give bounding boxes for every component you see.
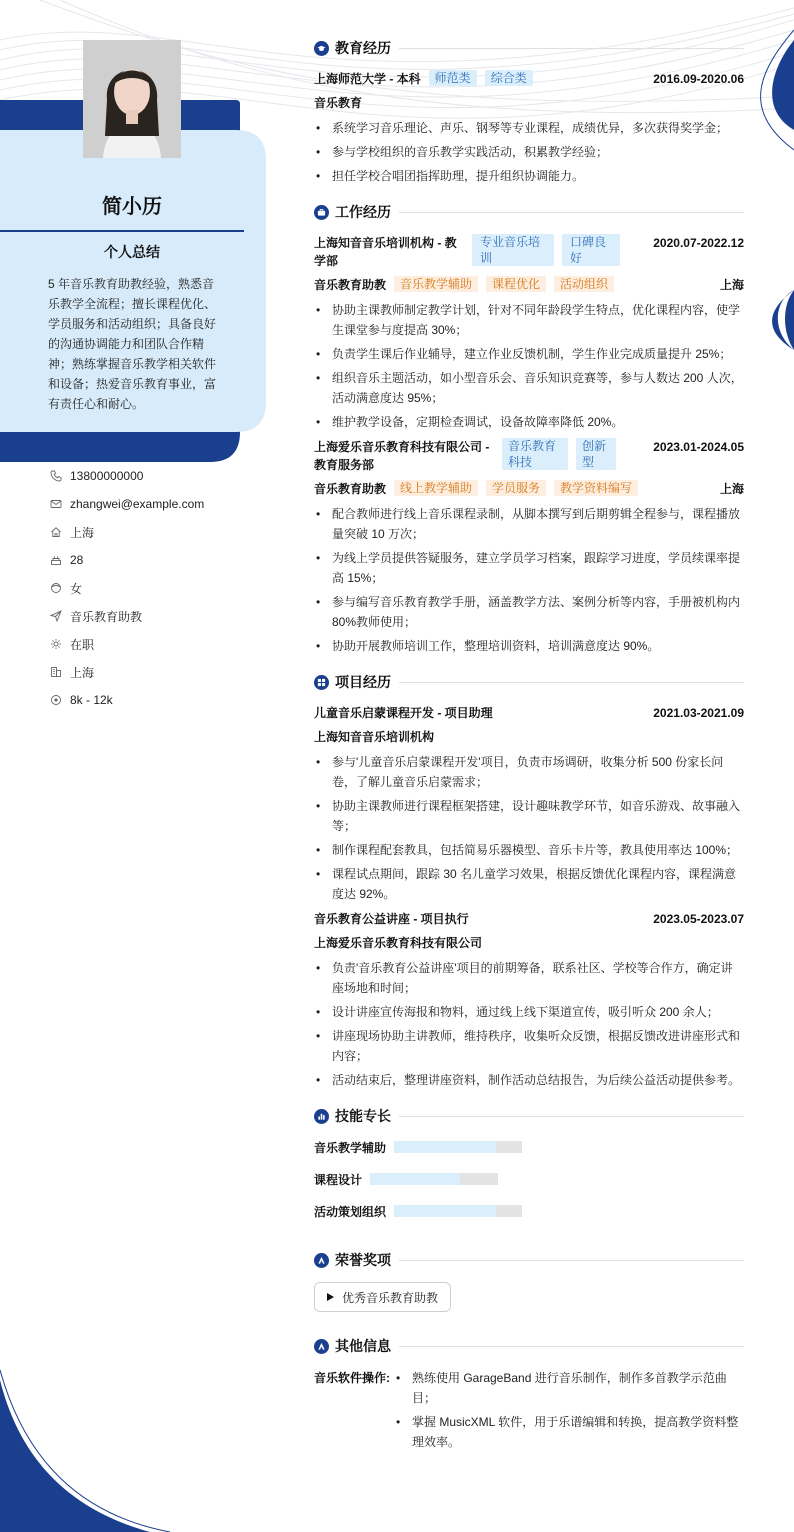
info-salary	[50, 686, 270, 714]
job-bullets	[314, 504, 744, 656]
other-title: 其他信息	[335, 1338, 391, 1354]
job-location: 上海	[719, 278, 744, 292]
skill-bar	[394, 1141, 522, 1153]
projects-section	[314, 670, 744, 1090]
education-section	[314, 36, 744, 186]
send-icon	[50, 610, 62, 622]
project-bullets	[314, 752, 744, 904]
section-divider	[399, 1260, 744, 1261]
list-item: • 负责'音乐教育公益讲座'项目的前期筹备，联系社区、学校等合作方，确定讲座场地和时间；	[314, 958, 744, 998]
home-icon	[50, 526, 62, 538]
skill-name: 音乐教学辅助	[314, 1140, 387, 1155]
gender-icon	[50, 582, 62, 594]
job-entry	[314, 234, 744, 432]
list-item: • 设计讲座宣传海报和物料，通过线上线下渠道宣传，吸引听众 200 余人；	[314, 1002, 744, 1022]
summary-text: 5 年音乐教育助教经验，熟悉音乐教学全流程；擅长课程优化、学员服务和活动组织；具备良好的沟通协调能力和团队合作精神；熟练掌握音乐教学相关软件和设备；热爱音乐教育事业，富有责任心和耐心。	[48, 277, 217, 411]
job-bullets	[314, 300, 744, 432]
skill-tag: 课程优化	[486, 276, 546, 292]
info-email-value: zhangwei@example.com	[70, 497, 205, 511]
info-gender	[50, 574, 270, 602]
info-position-value: 音乐教育助教	[70, 609, 143, 624]
awards-header	[314, 1248, 744, 1272]
skill-fill	[394, 1205, 496, 1217]
skill-item	[314, 1170, 536, 1188]
education-date: 2016.09-2020.06	[653, 72, 744, 86]
skill-tag: 活动组织	[554, 276, 614, 292]
job-location: 上海	[719, 482, 744, 496]
skill-bar	[394, 1205, 522, 1217]
list-item: • 参与学校组织的音乐教学实践活动，积累教学经验；	[314, 142, 744, 162]
section-divider	[399, 1116, 744, 1117]
other-entry	[314, 1368, 744, 1456]
job-date: 2023.01-2024.05	[653, 440, 744, 454]
company-tag: 创新型	[576, 438, 616, 470]
name-divider	[0, 230, 244, 232]
section-divider	[399, 682, 744, 683]
job-date: 2020.07-2022.12	[653, 236, 744, 250]
school-tag: 综合类	[485, 70, 533, 86]
list-item: • 协助开展教师培训工作，整理培训资料，培训满意度达 90%。	[314, 636, 744, 656]
info-home	[50, 518, 270, 546]
skills-title: 技能专长	[335, 1108, 391, 1124]
gear-icon	[50, 638, 62, 650]
list-item: • 课程试点期间，跟踪 30 名儿童学习效果，根据反馈优化课程内容，课程满意度达 92%。	[314, 864, 744, 904]
award-item	[314, 1282, 451, 1312]
info-status	[50, 630, 270, 658]
education-bullets	[314, 118, 744, 186]
left-column	[0, 0, 290, 1532]
info-phone-value: 13800000000	[70, 469, 144, 483]
list-item: • 协助主课教师制定教学计划，针对不同年龄段学生特点，优化课程内容，使学生课堂参与度提高 30%；	[314, 300, 744, 340]
list-item: • 制作课程配套教具，包括简易乐器模型、音乐卡片等，教具使用率达 100%；	[314, 840, 744, 860]
other-label: 音乐软件操作:	[314, 1371, 390, 1385]
section-divider	[399, 48, 744, 49]
education-title: 教育经历	[335, 40, 391, 56]
company-name: 上海爱乐音乐教育科技有限公司 - 教育服务部	[314, 440, 490, 472]
list-item: • 熟练使用 GarageBand 进行音乐制作，制作多首教学示范曲目；	[394, 1368, 744, 1408]
projects-header	[314, 670, 744, 694]
info-status-value: 在职	[70, 637, 95, 652]
job-role: 音乐教育助教	[314, 482, 387, 496]
list-item: • 维护教学设备，定期检查调试，设备故障率降低 20%。	[314, 412, 744, 432]
skill-list	[314, 1138, 744, 1234]
skills-section	[314, 1104, 744, 1234]
project-bullets	[314, 958, 744, 1090]
school-tag: 师范类	[429, 70, 477, 86]
graduation-cap-icon	[314, 41, 329, 56]
section-divider	[399, 212, 744, 213]
section-divider	[399, 1346, 744, 1347]
salary-icon	[50, 694, 62, 706]
skill-bar	[370, 1173, 498, 1185]
company-tag: 口碑良好	[562, 234, 620, 266]
list-item: • 协助主课教师进行课程框架搭建，设计趣味教学环节，如音乐游戏、故事融入等；	[314, 796, 744, 836]
awards-section	[314, 1248, 744, 1320]
skill-tag: 教学资料编写	[554, 480, 638, 496]
award-icon	[314, 1253, 329, 1268]
contact-info-list	[50, 462, 270, 714]
project-entry	[314, 704, 744, 904]
building-icon	[50, 666, 62, 678]
skill-tag: 学员服务	[486, 480, 546, 496]
phone-icon	[50, 470, 62, 482]
projects-title: 项目经历	[335, 674, 391, 690]
other-bullets	[394, 1368, 744, 1456]
skill-tag: 音乐教学辅助	[394, 276, 478, 292]
info-age	[50, 546, 270, 574]
profile-photo	[83, 40, 181, 158]
skill-tag: 线上教学辅助	[394, 480, 478, 496]
company-name: 上海知音音乐培训机构 - 教学部	[314, 236, 457, 268]
work-header	[314, 200, 744, 224]
candidate-name: 简小历	[102, 196, 162, 218]
project-org: 上海知音音乐培训机构	[314, 730, 435, 744]
project-date: 2023.05-2023.07	[653, 912, 744, 926]
list-item: • 为线上学员提供答疑服务，建立学员学习档案，跟踪学习进度，学员续课率提高 15%；	[314, 548, 744, 588]
info-position	[50, 602, 270, 630]
info-age-value: 28	[70, 553, 84, 567]
project-name: 音乐教育公益讲座 - 项目执行	[314, 912, 469, 926]
info-email	[50, 490, 270, 518]
list-item: • 组织音乐主题活动，如小型音乐会、音乐知识竞赛等，参与人数达 200 人次，活动满意度达 95%；	[314, 368, 744, 408]
list-item: • 负责学生课后作业辅导，建立作业反馈机制，学生作业完成质量提升 25%；	[314, 344, 744, 364]
skill-item	[314, 1138, 536, 1156]
list-item: • 讲座现场协助主讲教师，维持秩序，收集听众反馈，根据反馈改进讲座形式和内容；	[314, 1026, 744, 1066]
major: 音乐教育	[314, 96, 363, 110]
job-entry	[314, 438, 744, 656]
company-tag: 音乐教育科技	[502, 438, 568, 470]
list-item: • 掌握 MusicXML 软件，用于乐谱编辑和转换，提高教学资料整理效率。	[394, 1412, 744, 1452]
grid-icon	[314, 675, 329, 690]
summary-title: 个人总结	[104, 244, 160, 260]
info-city	[50, 658, 270, 686]
mail-icon	[50, 498, 62, 510]
info-phone	[50, 462, 270, 490]
skills-header	[314, 1104, 744, 1128]
education-entry	[314, 70, 744, 186]
info-city-value: 上海	[70, 665, 95, 680]
skill-name: 课程设计	[314, 1172, 363, 1187]
info-home-value: 上海	[70, 525, 95, 540]
project-entry	[314, 910, 744, 1090]
job-role: 音乐教育助教	[314, 278, 387, 292]
info-salary-value: 8k - 12k	[70, 693, 113, 707]
list-item: • 担任学校合唱团指挥助理，提升组织协调能力。	[314, 166, 744, 186]
school-name: 上海师范大学 - 本科	[314, 72, 421, 86]
right-column	[314, 36, 744, 1470]
company-tag: 专业音乐培训	[472, 234, 554, 266]
project-date: 2021.03-2021.09	[653, 706, 744, 720]
age-icon	[50, 554, 62, 566]
skill-fill	[394, 1141, 496, 1153]
play-icon	[327, 1293, 334, 1301]
skill-name: 活动策划组织	[314, 1204, 387, 1219]
work-section	[314, 200, 744, 656]
project-org: 上海爱乐音乐教育科技有限公司	[314, 936, 483, 950]
awards-title: 荣誉奖项	[335, 1252, 391, 1268]
skill-fill	[370, 1173, 460, 1185]
skill-item	[314, 1202, 536, 1220]
info-icon	[314, 1339, 329, 1354]
list-item: • 系统学习音乐理论、声乐、钢琴等专业课程，成绩优异，多次获得奖学金；	[314, 118, 744, 138]
work-title: 工作经历	[335, 204, 391, 220]
other-section	[314, 1334, 744, 1456]
other-header	[314, 1334, 744, 1358]
briefcase-icon	[314, 205, 329, 220]
education-header	[314, 36, 744, 60]
project-name: 儿童音乐启蒙课程开发 - 项目助理	[314, 706, 493, 720]
info-gender-value: 女	[70, 581, 83, 596]
list-item: • 参与编写音乐教育教学手册，涵盖教学方法、案例分析等内容，手册被机构内 80%教师使用；	[314, 592, 744, 632]
award-name: 优秀音乐教育助教	[342, 1290, 439, 1305]
list-item: • 配合教师进行线上音乐课程录制，从脚本撰写到后期剪辑全程参与，课程播放量突破 10 万次；	[314, 504, 744, 544]
list-item: • 活动结束后，整理讲座资料，制作活动总结报告，为后续公益活动提供参考。	[314, 1070, 744, 1090]
list-item: • 参与'儿童音乐启蒙课程开发'项目，负责市场调研，收集分析 500 份家长问卷，了解儿童音乐启蒙需求；	[314, 752, 744, 792]
bar-chart-icon	[314, 1109, 329, 1124]
